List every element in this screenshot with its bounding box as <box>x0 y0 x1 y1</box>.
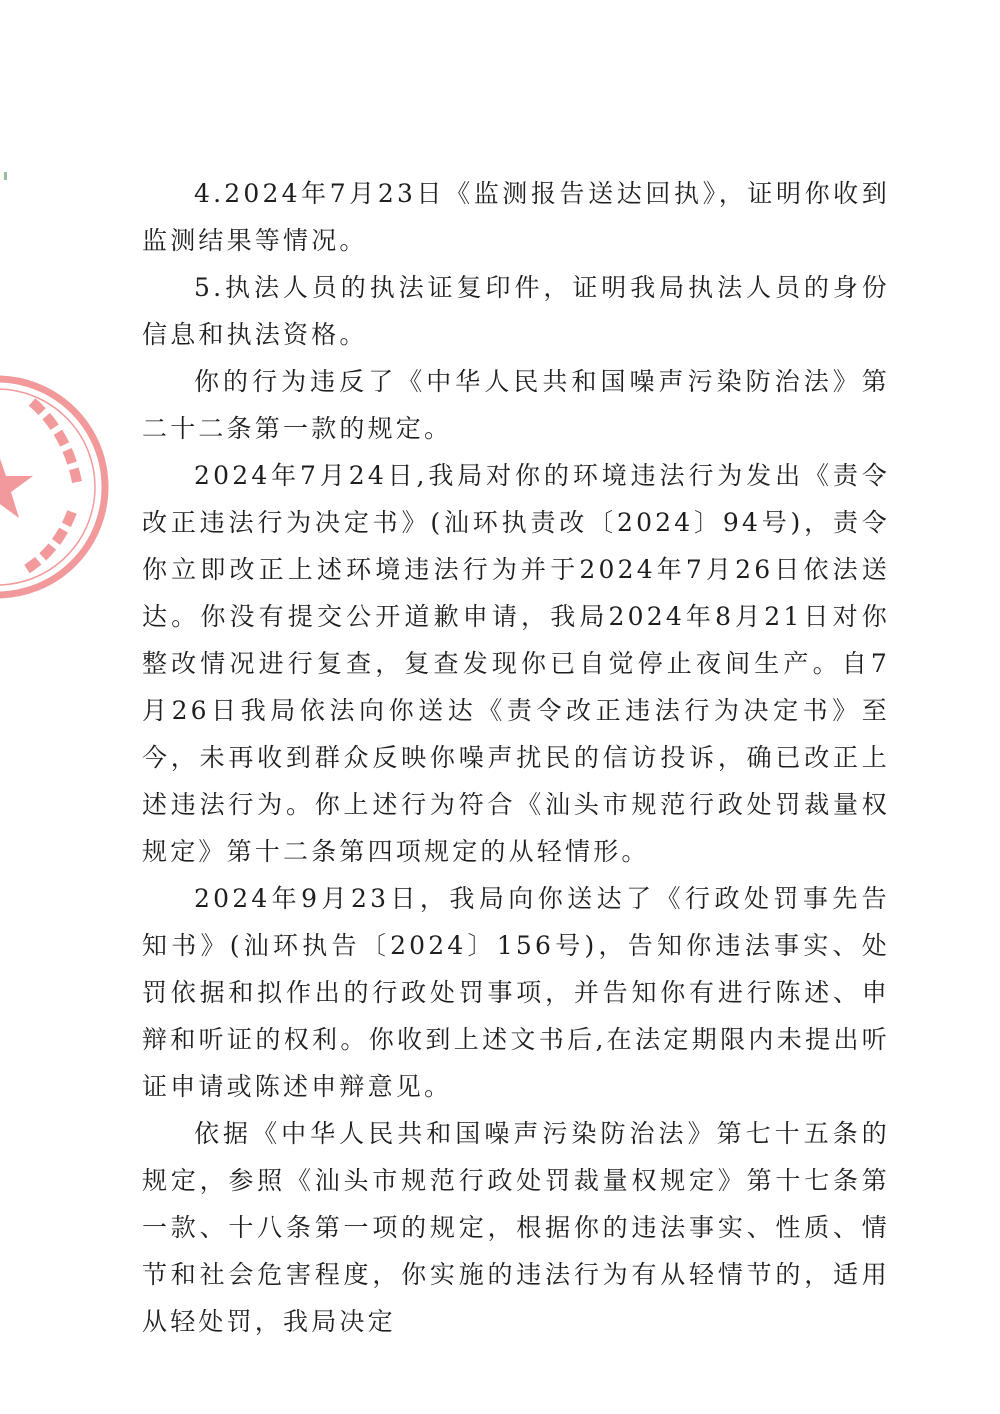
paragraph-evidence-4: 4.2024年7月23日《监测报告送达回执》，证明你收到监测结果等情况。 <box>142 179 890 255</box>
scan-artifact <box>4 172 7 180</box>
paragraph-violation: 你的行为违反了《中华人民共和国噪声污染防治法》第二十二条第一款的规定。 <box>142 367 890 443</box>
seal-star <box>0 450 33 518</box>
paragraph-correction-order: 2024年7月24日,我局对你的环境违法行为发出《责令改正违法行为决定书》(汕环执责改〔2024〕94号)，责令你立即改正上述环境违法行为并于2024年7月26日依法送达。你没有提交公开道歉申请，我局2024年8月21日对你整改情况进行复查，复查发现你已自觉停止夜间生产。自7月26日我局依法向你送达《责令改正违法行为决定书》至今，未再收到群众反映你噪声扰民的信访投诉，确已改正上述违法行为。你上述行为符合《汕头市规范行政处罚裁量权规定》第十二条第四项规定的从轻情形。 <box>142 461 890 866</box>
paragraph-prior-notice: 2024年9月23日，我局向你送达了《行政处罚事先告知书》(汕环执告〔2024〕156号)，告知你违法事实、处罚依据和拟作出的行政处罚事项，并告知你有进行陈述、申辩和听证的权利。你收到上述文书后,在法定期限内未提出听证申请或陈述申辩意见。 <box>142 884 890 1101</box>
paragraph-evidence-5: 5.执法人员的执法证复印件，证明我局执法人员的身份信息和执法资格。 <box>142 273 890 349</box>
official-seal <box>0 372 112 602</box>
document-body <box>142 170 890 1345</box>
paragraph-penalty-basis: 依据《中华人民共和国噪声污染防治法》第七十五条的规定，参照《汕头市规范行政处罚裁量权规定》第十七条第一款、十八条第一项的规定，根据你的违法事实、性质、情节和社会危害程度，你实施的违法行为有从轻情节的，适用从轻处罚，我局决定 <box>142 1119 890 1336</box>
